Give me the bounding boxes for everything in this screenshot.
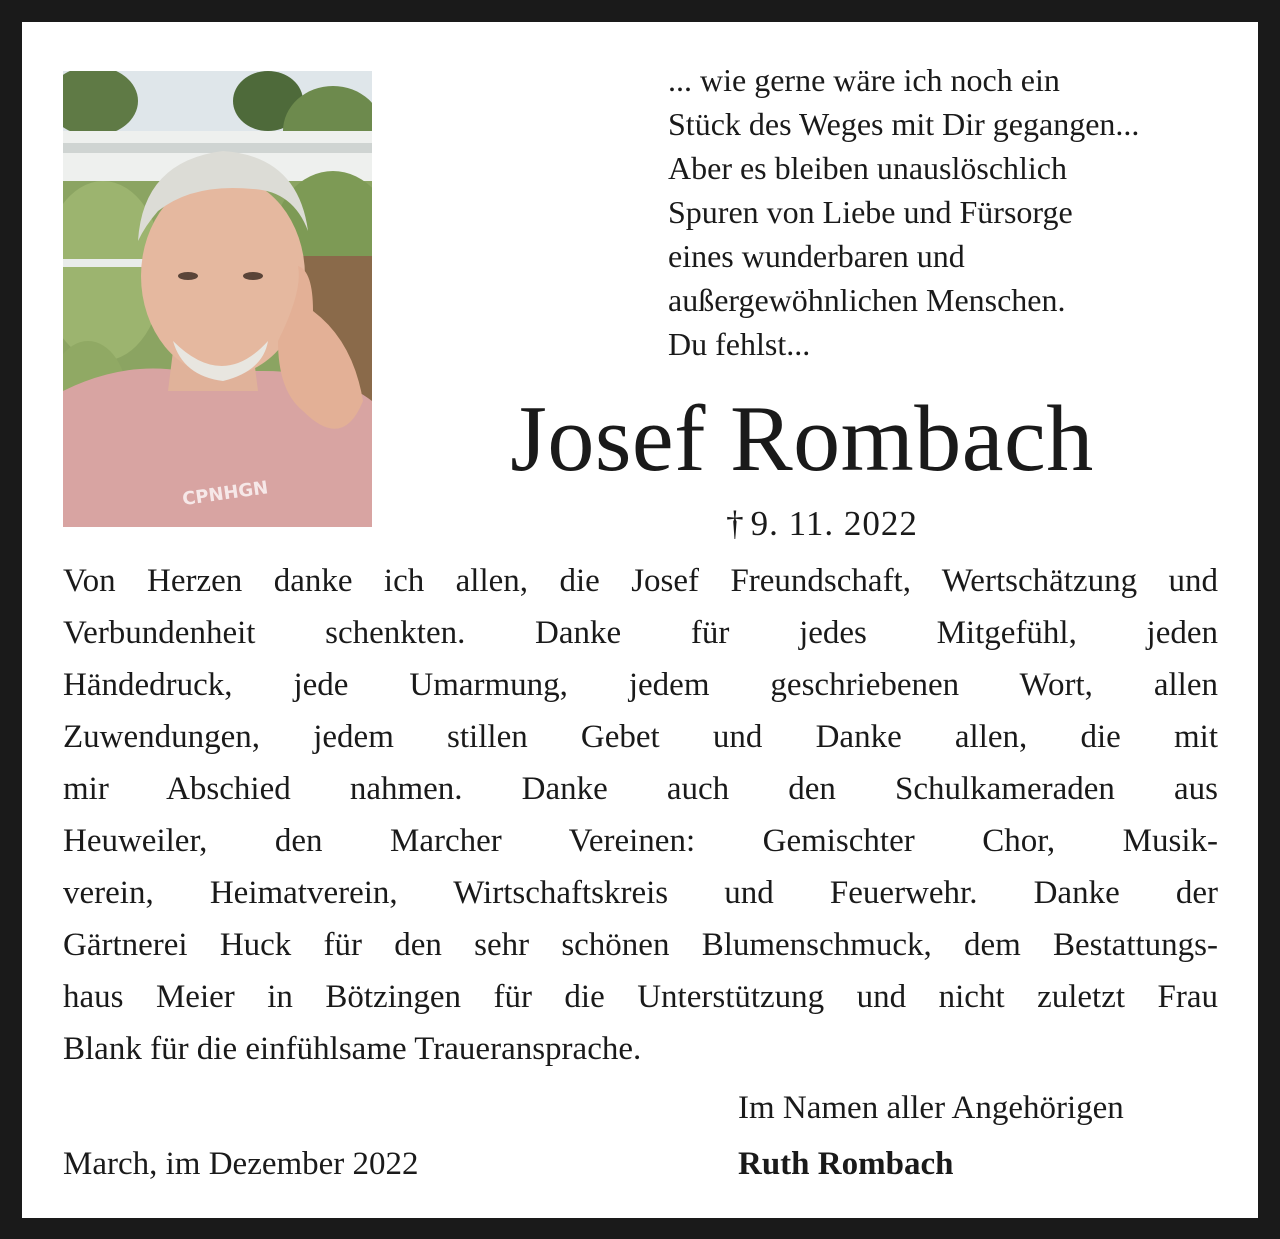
poem (668, 58, 1248, 366)
body-line: Gärtnerei Huck für den sehr schönen Blumenschmuck, dem Bestattungs- (63, 927, 1218, 963)
on-behalf-text: Im Namen aller Angehörigen (738, 1090, 1124, 1126)
body-line: mir Abschied nahmen. Danke auch den Schulkameraden aus (63, 771, 1218, 807)
obituary-card (22, 22, 1258, 1218)
portrait-image (63, 71, 372, 527)
body-line: Blank für die einfühlsame Traueransprache. (63, 1031, 642, 1067)
poem-line: Spuren von Liebe und Fürsorge (668, 194, 1073, 230)
signer-name: Ruth Rombach (738, 1146, 954, 1182)
death-date: 9. 11. 2022 (750, 504, 918, 543)
body-line: Händedruck, jede Umarmung, jedem geschriebenen Wort, allen (63, 667, 1218, 703)
body-line: Zuwendungen, jedem stillen Gebet und Danke allen, die mit (63, 719, 1218, 755)
poem-line: Aber es bleiben unauslöschlich (668, 150, 1067, 186)
poem-line: eines wunderbaren und (668, 238, 965, 274)
place-date: March, im Dezember 2022 (63, 1146, 419, 1182)
death-date-line (622, 500, 1022, 548)
body-line: Von Herzen danke ich allen, die Josef Freundschaft, Wertschätzung und (63, 563, 1218, 599)
deceased-name: Josef Rombach (510, 387, 1094, 491)
poem-line: ... wie gerne wäre ich noch ein (668, 62, 1060, 98)
poem-line: Stück des Weges mit Dir gegangen... (668, 106, 1140, 142)
poem-line: Du fehlst... (668, 326, 811, 362)
poem-line: außergewöhnlichen Menschen. (668, 282, 1066, 318)
cross-icon: † (726, 504, 745, 543)
body-line: verein, Heimatverein, Wirtschaftskreis und Feuerwehr. Danke der (63, 875, 1218, 911)
closing-block (738, 1080, 1218, 1192)
body-line: Verbundenheit schenkten. Danke für jedes Mitgefühl, jeden (63, 615, 1218, 651)
body-line: Heuweiler, den Marcher Vereinen: Gemischter Chor, Musik- (63, 823, 1218, 859)
body-line: haus Meier in Bötzingen für die Unterstützung und nicht zuletzt Frau (63, 979, 1218, 1015)
thank-you-text (63, 555, 1218, 1075)
portrait-photo (63, 71, 372, 527)
shirt-print: CPNHGN (181, 477, 270, 511)
